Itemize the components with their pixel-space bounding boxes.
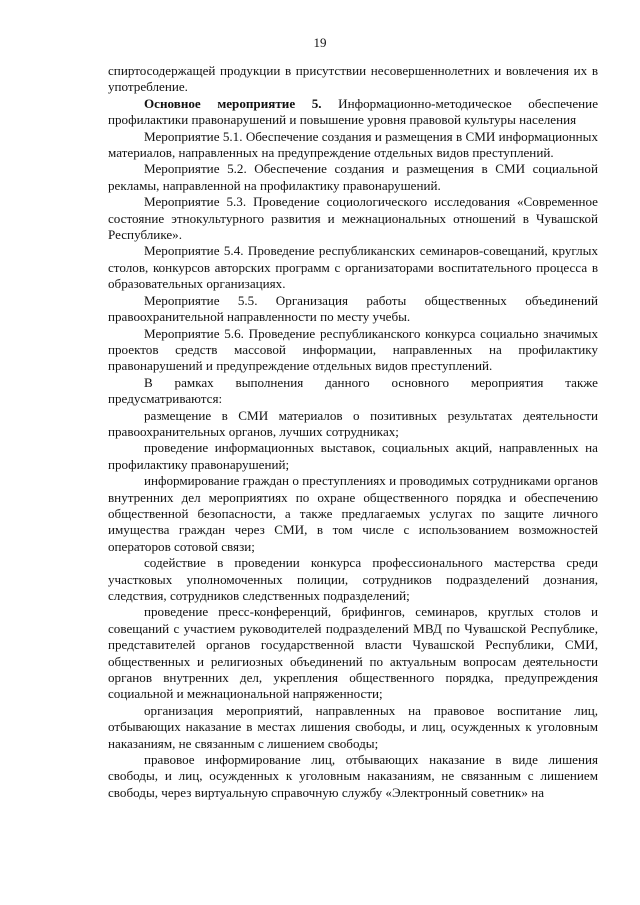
paragraph-measure-5-6: Мероприятие 5.6. Проведение республиканского конкурса социально значимых проектов средств массовой информации, направленных на профилактику правонарушений и предупреждение отдельных видов преступлений.: [108, 325, 598, 374]
paragraph-measure-5-1: Мероприятие 5.1. Обеспечение создания и размещения в СМИ информационных материалов, направленных на предупреждение отдельных видов преступлений.: [108, 128, 598, 161]
list-item: размещение в СМИ материалов о позитивных результатах деятельности правоохранительных органов, лучших сотрудниках;: [108, 407, 598, 439]
paragraph-intro-list: В рамках выполнения данного основного мероприятия также предусматриваются:: [108, 374, 598, 407]
list-item: содействие в проведении конкурса профессионального мастерства среди участковых уполномоченных полиции, сотрудников подразделений дознания, следствия, сотрудников следственных подразделений;: [108, 555, 598, 603]
list-item: информирование граждан о преступлениях и проводимых сотрудниками органов внутренних дел мероприятиях по охране общественного порядка и обеспечению общественной безопасности, а также предлагаемых услугах по защите личного имущества граждан через СМИ, в том числе с использованием возможностей операторов сотовой связи;: [108, 473, 598, 554]
main-measure-5-text: Информационно-методическое обеспечение профилактики правонарушений и повышение уровня правовой культуры населения: [108, 95, 598, 128]
paragraph-measure-5-3: Мероприятие 5.3. Проведение социологического исследования «Современное состояние этнокультурного развития и межнациональных отношений в Чувашской Республике».: [108, 194, 598, 243]
bold-heading: Основное мероприятие 5.: [144, 95, 322, 111]
page-number: 19: [313, 35, 327, 50]
document-body: [108, 63, 598, 801]
paragraph-measure-5-5: Мероприятие 5.5. Организация работы общественных объединений правоохранительной направленности по месту учебы.: [108, 292, 598, 325]
list-item: правовое информирование лиц, отбывающих наказание в виде лишения свободы, и лиц, осужденных к уголовным наказаниям, не связанным с лишением свободы, через виртуальную справочную службу «Электронный советник» на: [108, 752, 598, 800]
list-item: проведение пресс-конференций, брифингов, семинаров, круглых столов и совещаний с участием руководителей подразделений МВД по Чувашской Республике, представителей органов государственной власти Чувашской Республики, СМИ, общественных и религиозных объединений по актуальным вопросам деятельности органов внутренних дел, укрепления общественного порядка, предупреждения социальной и межнациональной напряженности;: [108, 604, 598, 702]
paragraph-continuation: спиртосодержащей продукции в присутствии несовершеннолетних и вовлечения их в употребление.: [108, 63, 598, 95]
paragraph-measure-5-4: Мероприятие 5.4. Проведение республиканских семинаров-совещаний, круглых столов, конкурсов авторских программ с организаторами воспитательного процесса в образовательных организациях.: [108, 243, 598, 292]
list-item: проведение информационных выставок, социальных акций, направленных на профилактику правонарушений;: [108, 440, 598, 472]
paragraph-measure-5-2: Мероприятие 5.2. Обеспечение создания и размещения в СМИ социальной рекламы, направленной на профилактику правонарушений.: [108, 161, 598, 193]
paragraph-main-measure-5: [108, 96, 598, 129]
list-item: организация мероприятий, направленных на правовое воспитание лиц, отбывающих наказание в местах лишения свободы, и лиц, осужденных к уголовным наказаниям, не связанным с лишением свободы;: [108, 702, 598, 751]
